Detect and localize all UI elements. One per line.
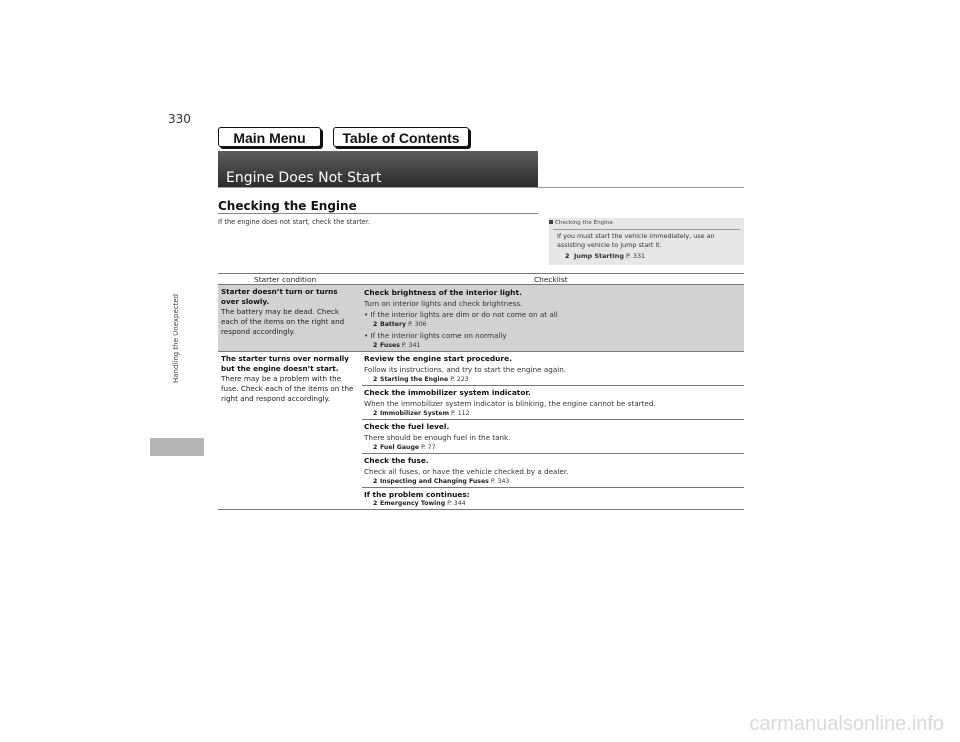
item-divider [362, 419, 744, 420]
row2-condition: The starter turns over normally but the engine doesn’t start. There may be a problem with the fuse. Check each of the items on the right and respond accordingly. [221, 354, 354, 403]
row-divider [218, 351, 744, 352]
section-title: Checking the Engine [218, 199, 357, 213]
reference-arrow-icon: 2 [373, 410, 378, 417]
battery-link[interactable]: 2 Battery P. 306 [373, 321, 427, 328]
side-tab-label: Handling the Unexpected [172, 293, 180, 383]
note-square-icon [549, 220, 553, 224]
item-heading: Review the engine start procedure. [364, 354, 512, 363]
immobilizer-system-link[interactable]: 2 Immobilizer System P. 112 [373, 410, 470, 417]
chapter-divider [218, 187, 744, 188]
intro-text: If the engine does not start, check the starter. [218, 218, 371, 226]
table-of-contents-button[interactable]: Table of Contents [333, 127, 469, 147]
row1-check-text: Turn on interior lights and check brightness. [364, 299, 523, 308]
side-note-title: Checking the Engine [549, 220, 613, 226]
item-heading: Check the immobilizer system indicator. [364, 388, 531, 397]
item-text: Follow its instructions, and try to start the engine again. [364, 365, 567, 374]
reference-arrow-icon: 2 [373, 376, 378, 383]
item-text: When the immobilizer system indicator is blinking, the engine cannot be started. [364, 399, 656, 408]
item-heading: If the problem continues: [364, 490, 470, 499]
page-number: 330 [168, 112, 191, 126]
fuel-gauge-link[interactable]: 2 Fuel Gauge P. 77 [373, 444, 436, 451]
reference-arrow-icon: 2 [373, 500, 378, 507]
column-header-starter-condition: Starter condition [254, 275, 317, 284]
table-top-rule [218, 273, 744, 274]
item-heading: Check the fuse. [364, 456, 429, 465]
section-divider [218, 213, 538, 214]
chapter-title: Engine Does Not Start [226, 170, 382, 186]
row1-bullet-2: • If the interior lights come on normally [364, 331, 507, 340]
main-menu-button[interactable]: Main Menu [218, 127, 321, 147]
item-text: Check all fuses, or have the vehicle checked by a dealer. [364, 467, 569, 476]
row1-bullet-1: • If the interior lights are dim or do not come on at all [364, 310, 558, 319]
item-divider [362, 385, 744, 386]
side-note-link[interactable]: 2 Jump Starting P. 331 [565, 252, 646, 260]
row1-condition: Starter doesn’t turn or turns over slowly. The battery may be dead. Check each of the items on the right and respond accordingly. [221, 287, 345, 336]
table-bottom-rule [218, 509, 744, 510]
item-text: There should be enough fuel in the tank. [364, 433, 511, 442]
watermark: carmanualsonline.info [749, 713, 944, 735]
reference-arrow-icon: 2 [565, 252, 570, 260]
side-note-divider [553, 229, 740, 230]
item-divider [362, 453, 744, 454]
starting-the-engine-link[interactable]: 2 Starting the Engine P. 223 [373, 376, 469, 383]
item-heading: Check the fuel level. [364, 422, 450, 431]
inspecting-fuses-link[interactable]: 2 Inspecting and Changing Fuses P. 343 [373, 478, 510, 485]
column-header-checklist: Checklist [534, 275, 568, 284]
reference-arrow-icon: 2 [373, 342, 378, 349]
reference-arrow-icon: 2 [373, 478, 378, 485]
fuses-link[interactable]: 2 Fuses P. 341 [373, 342, 421, 349]
row1-check-heading: Check brightness of the interior light. [364, 288, 522, 297]
reference-arrow-icon: 2 [373, 444, 378, 451]
side-tab-marker [150, 438, 204, 456]
item-divider [362, 487, 744, 488]
emergency-towing-link[interactable]: 2 Emergency Towing P. 344 [373, 500, 466, 507]
side-note-text: If you must start the vehicle immediately, use an assisting vehicle to jump start it. [557, 232, 715, 249]
reference-arrow-icon: 2 [373, 321, 378, 328]
